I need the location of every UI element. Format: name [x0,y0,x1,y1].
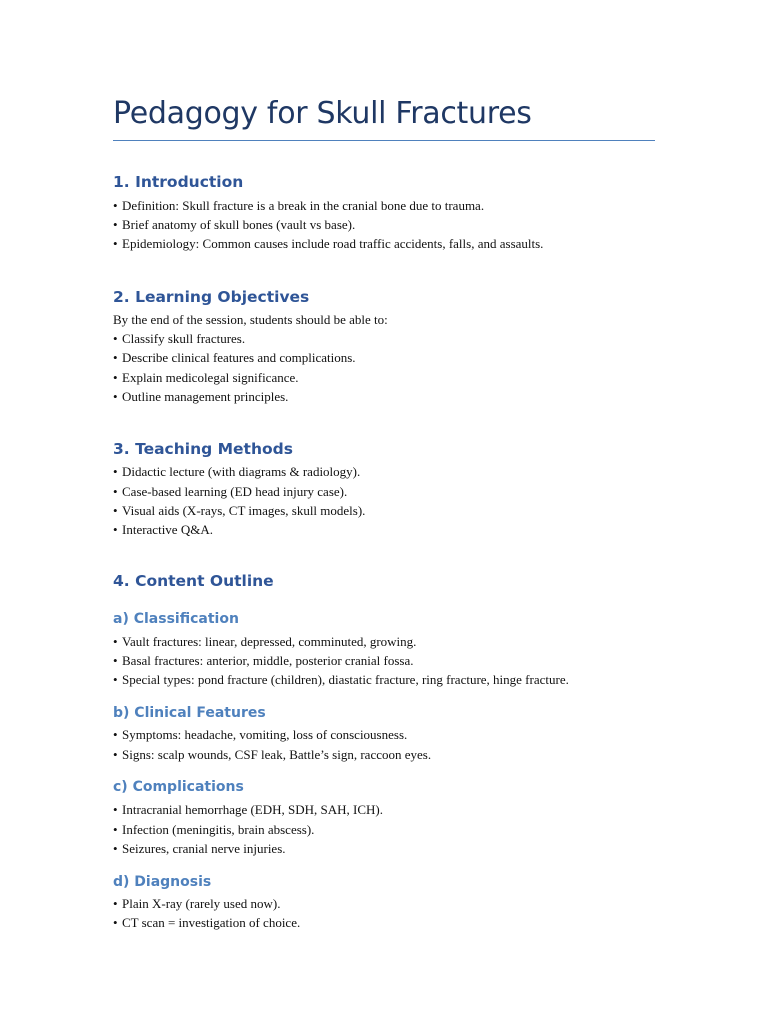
objectives-intro: By the end of the session, students should be able to: [113,312,388,327]
subsection-heading-complications: c) Complications [113,779,244,795]
bullet-glyph: • [113,389,118,404]
bullet-glyph: • [113,727,118,742]
list-item: • Brief anatomy of skull bones (vault vs base). [113,215,355,234]
bullet-glyph: • [113,672,118,687]
section-heading-content-outline: 4. Content Outline [113,572,274,590]
list-item: • Vault fractures: linear, depressed, comminuted, growing. [113,632,416,651]
subsection-heading-clinical-features: b) Clinical Features [113,705,266,721]
list-item: • Infection (meningitis, brain abscess). [113,820,314,839]
bullet-glyph: • [113,370,118,385]
list-item: • Seizures, cranial nerve injuries. [113,839,286,858]
section-heading-introduction: 1. Introduction [113,173,244,191]
list-item: • Describe clinical features and complications. [113,348,356,367]
bullet-glyph: • [113,634,118,649]
section-heading-objectives: 2. Learning Objectives [113,288,310,306]
bullet-glyph: • [113,822,118,837]
document-title: Pedagogy for Skull Fractures [113,96,532,131]
list-item: • CT scan = investigation of choice. [113,913,300,932]
list-item: • Plain X-ray (rarely used now). [113,894,280,913]
bullet-glyph: • [113,747,118,762]
bullet-glyph: • [113,896,118,911]
list-item: • Basal fractures: anterior, middle, posterior cranial fossa. [113,651,414,670]
bullet-glyph: • [113,484,118,499]
list-item: • Outline management principles. [113,387,288,406]
bullet-glyph: • [113,198,118,213]
list-item: • Visual aids (X-rays, CT images, skull models). [113,501,365,520]
list-item: • Didactic lecture (with diagrams & radiology). [113,462,360,481]
bullet-glyph: • [113,350,118,365]
bullet-glyph: • [113,802,118,817]
list-item: • Intracranial hemorrhage (EDH, SDH, SAH, ICH). [113,800,383,819]
bullet-glyph: • [113,522,118,537]
bullet-glyph: • [113,841,118,856]
subsection-heading-classification: a) Classification [113,611,239,627]
list-item: • Symptoms: headache, vomiting, loss of consciousness. [113,725,407,744]
list-item: • Definition: Skull fracture is a break in the cranial bone due to trauma. [113,196,484,215]
title-underline [113,140,655,141]
list-item: • Explain medicolegal significance. [113,368,299,387]
section-heading-methods: 3. Teaching Methods [113,440,293,458]
bullet-glyph: • [113,217,118,232]
subsection-heading-diagnosis: d) Diagnosis [113,874,212,890]
bullet-glyph: • [113,653,118,668]
bullet-glyph: • [113,236,118,251]
list-item: • Interactive Q&A. [113,520,213,539]
list-item: • Special types: pond fracture (children), diastatic fracture, ring fracture, hinge fracture. [113,670,569,689]
list-item: • Signs: scalp wounds, CSF leak, Battle’s sign, raccoon eyes. [113,745,431,764]
bullet-glyph: • [113,915,118,930]
list-item: • Classify skull fractures. [113,329,245,348]
list-item: • Epidemiology: Common causes include road traffic accidents, falls, and assaults. [113,234,543,253]
bullet-glyph: • [113,464,118,479]
list-item: • Case-based learning (ED head injury case). [113,482,347,501]
bullet-glyph: • [113,503,118,518]
bullet-glyph: • [113,331,118,346]
